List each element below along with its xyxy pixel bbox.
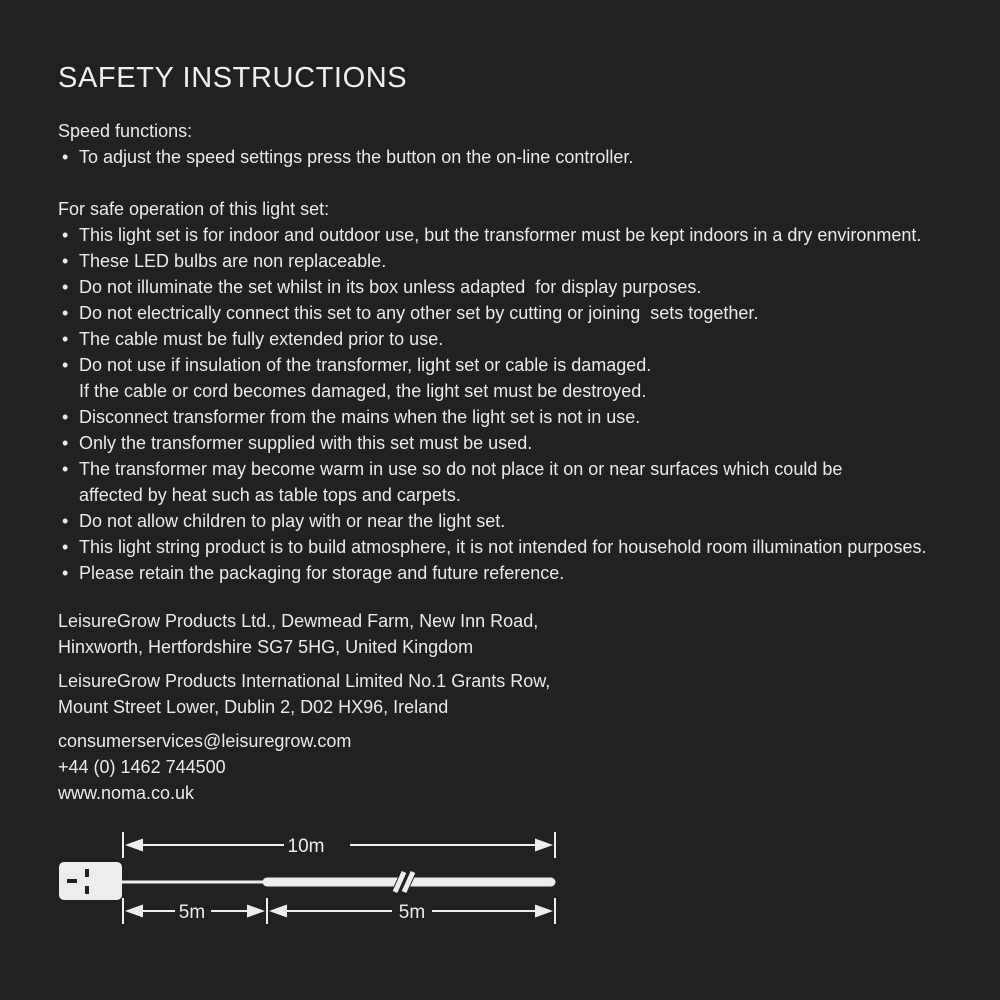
contact-website: www.noma.co.uk [58,783,195,803]
contact-phone: +44 (0) 1462 744500 [58,757,226,777]
section-speed-functions [58,118,962,170]
page-title: SAFETY INSTRUCTIONS [58,62,408,94]
address-line: Hinxworth, Hertfordshire SG7 5HG, United Kingdom [58,637,474,657]
plug-pin-slot [85,869,89,877]
arrow-right-icon [247,905,265,918]
list-item: • Disconnect transformer from the mains when the light set is not in use. [58,404,962,430]
address-ireland [58,668,962,720]
address-line: LeisureGrow Products International Limited No.1 Grants Row, [58,671,551,691]
list-item: • Do not illuminate the set whilst in its box unless adapted for display purposes. [58,274,962,300]
contact-email: consumerservices@leisuregrow.com [58,731,352,751]
arrow-left-icon [125,839,143,852]
dimension-10m [123,832,555,858]
dimension-5m-left [123,898,267,924]
section-heading-speed-functions: Speed functions: [58,121,193,141]
list-item: • To adjust the speed settings press the button on the on-line controller. [58,144,962,170]
list-item: • Do not use if insulation of the transformer, light set or cable is damaged. If the cable or cord becomes damaged, the light set must be destroyed. [58,352,962,404]
speed-functions-list [58,144,962,170]
dimension-label-10m: 10m [287,836,325,857]
address-uk [58,608,962,660]
list-item: • These LED bulbs are non replaceable. [58,248,962,274]
arrow-right-icon [535,905,553,918]
list-item: • This light set is for indoor and outdoor use, but the transformer must be kept indoors in a dry environment. [58,222,962,248]
contact-block [58,728,962,806]
section-safe-operation [58,196,962,586]
dimension-5m-right [269,898,555,924]
list-item: • This light string product is to build atmosphere, it is not intended for household room illumination purposes. [58,534,962,560]
arrow-left-icon [269,905,287,918]
section-heading-safe-operation: For safe operation of this light set: [58,199,330,219]
list-item: • The cable must be fully extended prior to use. [58,326,962,352]
plug-icon [59,862,122,900]
arrow-left-icon [125,905,143,918]
plug-pin-slot [67,879,77,883]
list-item: • Do not electrically connect this set to any other set by cutting or joining sets together. [58,300,962,326]
list-item: • Only the transformer supplied with this set must be used. [58,430,962,456]
address-line: Mount Street Lower, Dublin 2, D02 HX96, Ireland [58,697,449,717]
address-line: LeisureGrow Products Ltd., Dewmead Farm, New Inn Road, [58,611,539,631]
list-item: • Please retain the packaging for storage and future reference. [58,560,962,586]
plug-pin-slot [85,886,89,894]
dimension-label-5m: 5m [178,902,206,923]
dimension-label-5m: 5m [398,902,426,923]
safe-operation-list [58,222,962,586]
list-item: • Do not allow children to play with or near the light set. [58,508,962,534]
cable-length-diagram [58,828,578,930]
cable-illustration [122,869,551,895]
list-item: • The transformer may become warm in use so do not place it on or near surfaces which could be affected by heat such as table tops and carpets. [58,456,962,508]
arrow-right-icon [535,839,553,852]
